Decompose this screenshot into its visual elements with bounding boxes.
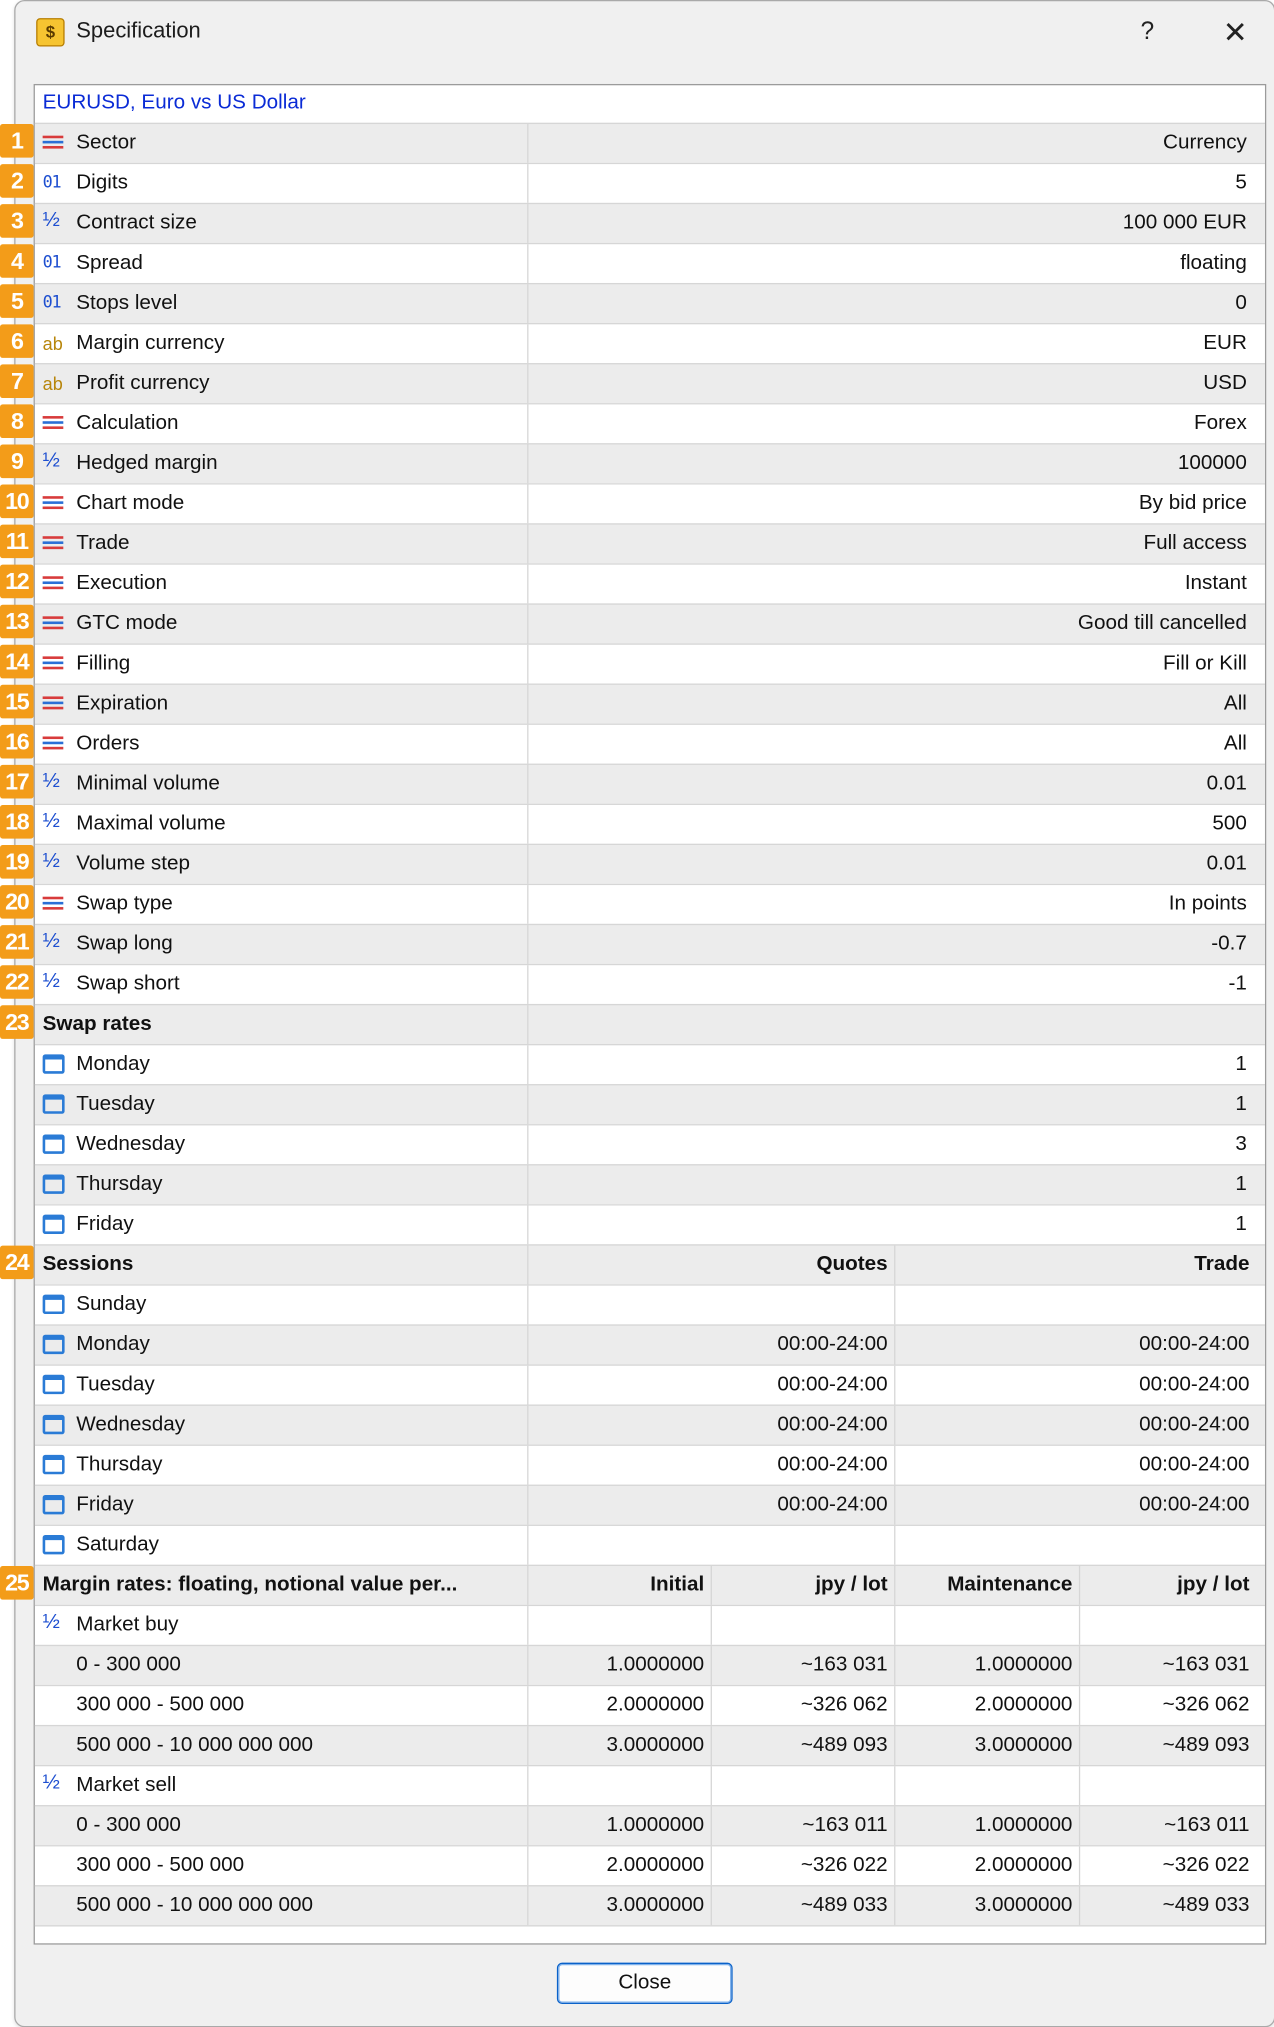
swap-rate-row[interactable]	[35, 1084, 1265, 1124]
margin-tier-row[interactable]	[35, 1885, 1265, 1926]
property-label: Chart mode	[76, 492, 185, 515]
symbol-title: EURUSD, Euro vs US Dollar	[42, 91, 306, 114]
margin-value: 2.0000000	[894, 1846, 1079, 1885]
swap-rate-value: 1	[527, 1165, 1257, 1204]
property-row[interactable]	[35, 163, 1265, 203]
fraction-icon: ½	[42, 1771, 60, 1794]
property-row[interactable]	[35, 884, 1265, 924]
day-label: Thursday	[76, 1173, 163, 1196]
empty-cell	[527, 1766, 710, 1805]
margin-value: 1.0000000	[527, 1806, 710, 1845]
margin-value: 3.0000000	[527, 1726, 710, 1765]
string-icon: ab	[42, 333, 63, 355]
callout-badge: 9	[0, 444, 34, 478]
property-value: Forex	[527, 404, 1257, 443]
swap-rate-value: 1	[527, 1085, 1257, 1124]
callout-badge: 7	[0, 364, 34, 398]
property-row[interactable]	[35, 243, 1265, 283]
property-label: Profit currency	[76, 372, 210, 395]
property-row[interactable]	[35, 323, 1265, 363]
property-label: Spread	[76, 251, 143, 274]
callout-badge: 6	[0, 324, 34, 358]
fraction-icon: ½	[42, 770, 60, 793]
callout-badge: 19	[0, 845, 34, 879]
property-value: All	[527, 685, 1257, 724]
day-label: Monday	[76, 1053, 150, 1076]
margin-value: ~489 033	[1079, 1886, 1257, 1925]
margin-group-row[interactable]	[35, 1765, 1265, 1805]
property-row[interactable]	[35, 403, 1265, 443]
fraction-icon: ½	[42, 970, 60, 993]
fraction-icon: ½	[42, 449, 60, 472]
margin-value: 1.0000000	[527, 1646, 710, 1685]
empty-cell	[1079, 1606, 1257, 1645]
section-heading: Sessions	[42, 1253, 134, 1276]
close-window-button[interactable]: ✕	[1222, 15, 1248, 50]
empty-cell	[527, 1606, 710, 1645]
margin-column-header: jpy / lot	[711, 1566, 894, 1605]
property-label: Margin currency	[76, 332, 225, 355]
property-value: Currency	[527, 124, 1257, 163]
trade-session: 00:00-24:00	[894, 1366, 1257, 1405]
property-value: In points	[527, 885, 1257, 924]
integer-icon: 01	[42, 293, 61, 313]
property-value: 500	[527, 805, 1257, 844]
margin-value: ~326 062	[1079, 1686, 1257, 1725]
quotes-session: 00:00-24:00	[527, 1406, 894, 1445]
property-label: Volume step	[76, 852, 191, 875]
margin-tier-row[interactable]	[35, 1645, 1265, 1685]
property-row[interactable]	[35, 203, 1265, 243]
trade-session	[894, 1526, 1257, 1565]
margin-value: ~326 022	[1079, 1846, 1257, 1885]
section-heading: Swap rates	[42, 1012, 152, 1035]
callout-badge: 10	[0, 485, 34, 519]
close-button[interactable]: Close	[557, 1963, 733, 2004]
property-label: Sector	[76, 131, 136, 154]
swap-rate-row[interactable]	[35, 1204, 1265, 1244]
property-label: Stops level	[76, 292, 178, 314]
day-label: Wednesday	[76, 1133, 186, 1156]
property-value: 0	[527, 284, 1257, 323]
volume-range: 0 - 300 000	[76, 1653, 181, 1676]
callout-badge: 1	[0, 124, 34, 158]
trade-session: 00:00-24:00	[894, 1486, 1257, 1525]
trade-session: 00:00-24:00	[894, 1326, 1257, 1365]
property-row[interactable]	[35, 804, 1265, 844]
callout-badge: 5	[0, 284, 34, 318]
margin-value: 3.0000000	[527, 1886, 710, 1925]
day-label: Tuesday	[76, 1373, 155, 1396]
swap-rate-row[interactable]	[35, 1164, 1265, 1204]
callout-badge: 22	[0, 965, 34, 999]
margin-group-label: Market buy	[76, 1613, 179, 1636]
property-row[interactable]	[35, 964, 1265, 1004]
property-value: Instant	[527, 565, 1257, 604]
property-value: USD	[527, 364, 1257, 403]
quotes-session: 00:00-24:00	[527, 1486, 894, 1525]
swap-rate-value: 1	[527, 1206, 1257, 1245]
swap-rate-value: 1	[527, 1045, 1257, 1084]
property-label: Hedged margin	[76, 452, 218, 475]
property-value: All	[527, 725, 1257, 764]
margin-value: 1.0000000	[894, 1806, 1079, 1845]
margin-tier-row[interactable]	[35, 1725, 1265, 1765]
property-label: Orders	[76, 732, 140, 755]
property-row[interactable]	[35, 924, 1265, 964]
margin-value: ~163 031	[711, 1646, 894, 1685]
day-label: Sunday	[76, 1293, 147, 1316]
margin-group-label: Market sell	[76, 1774, 177, 1797]
margin-value: ~489 093	[711, 1726, 894, 1765]
callout-badge: 4	[0, 244, 34, 278]
margin-value: 2.0000000	[527, 1846, 710, 1885]
margin-tier-row[interactable]	[35, 1805, 1265, 1845]
swap-rate-value: 3	[527, 1125, 1257, 1164]
specification-window	[14, 0, 1274, 2027]
property-row[interactable]	[35, 123, 1265, 163]
quotes-header: Quotes	[527, 1246, 894, 1285]
empty-cell	[711, 1766, 894, 1805]
property-row[interactable]	[35, 684, 1265, 724]
session-row[interactable]	[35, 1525, 1265, 1565]
property-value: EUR	[527, 324, 1257, 363]
callout-badge: 25	[0, 1566, 34, 1600]
empty-cell	[894, 1606, 1079, 1645]
callout-badge: 3	[0, 204, 34, 238]
property-value: Full access	[527, 525, 1257, 564]
property-row[interactable]	[35, 844, 1265, 884]
specification-panel[interactable]	[34, 84, 1267, 1945]
callout-badge: 8	[0, 404, 34, 438]
callout-badge: 14	[0, 645, 34, 679]
margin-value: ~489 093	[1079, 1726, 1257, 1765]
callout-badge: 11	[0, 525, 34, 559]
property-row[interactable]	[35, 443, 1265, 483]
property-label: GTC mode	[76, 612, 178, 635]
property-row[interactable]	[35, 483, 1265, 523]
session-row[interactable]	[35, 1284, 1265, 1324]
fraction-icon: ½	[42, 810, 60, 833]
margin-value: ~163 031	[1079, 1646, 1257, 1685]
callout-badge: 24	[0, 1246, 34, 1280]
day-label: Saturday	[76, 1533, 159, 1556]
property-value: By bid price	[527, 485, 1257, 524]
callout-badge: 13	[0, 605, 34, 639]
quotes-session: 00:00-24:00	[527, 1446, 894, 1485]
trade-session: 00:00-24:00	[894, 1406, 1257, 1445]
quotes-session	[527, 1526, 894, 1565]
property-value: -1	[527, 965, 1257, 1004]
quotes-session: 00:00-24:00	[527, 1366, 894, 1405]
session-row[interactable]	[35, 1364, 1265, 1404]
callout-badge: 23	[0, 1005, 34, 1039]
session-row[interactable]	[35, 1485, 1265, 1525]
callout-badge: 17	[0, 765, 34, 799]
title-bar	[16, 1, 1274, 63]
property-label: Filling	[76, 652, 131, 675]
margin-value: 2.0000000	[527, 1686, 710, 1725]
session-row[interactable]	[35, 1445, 1265, 1485]
margin-rates-header[interactable]	[35, 1565, 1265, 1605]
margin-value: 2.0000000	[894, 1686, 1079, 1725]
margin-value: 3.0000000	[894, 1886, 1079, 1925]
fraction-icon: ½	[42, 1611, 60, 1634]
property-row[interactable]	[35, 523, 1265, 563]
quotes-session	[527, 1286, 894, 1325]
swap-rate-row[interactable]	[35, 1044, 1265, 1084]
dollar-icon: $	[36, 18, 64, 46]
volume-range: 0 - 300 000	[76, 1814, 181, 1837]
empty-cell	[711, 1606, 894, 1645]
callout-badge: 21	[0, 925, 34, 959]
fraction-icon: ½	[42, 209, 60, 232]
day-label: Friday	[76, 1213, 134, 1236]
session-row[interactable]	[35, 1324, 1265, 1364]
specification-grid	[35, 123, 1265, 1927]
property-label: Swap short	[76, 972, 180, 995]
section-heading: Margin rates: floating, notional value per...	[42, 1573, 458, 1596]
volume-range: 500 000 - 10 000 000 000	[76, 1894, 314, 1917]
property-row[interactable]	[35, 563, 1265, 603]
property-label: Swap type	[76, 892, 173, 915]
margin-value: ~163 011	[711, 1806, 894, 1845]
margin-column-header: Maintenance	[894, 1566, 1079, 1605]
day-label: Thursday	[76, 1453, 163, 1476]
margin-value: ~326 022	[711, 1846, 894, 1885]
property-value: -0.7	[527, 925, 1257, 964]
property-row[interactable]	[35, 764, 1265, 804]
property-value: 100000	[527, 444, 1257, 483]
day-label: Monday	[76, 1333, 150, 1356]
property-value: 100 000 EUR	[527, 204, 1257, 243]
callout-badge: 15	[0, 685, 34, 719]
property-label: Maximal volume	[76, 812, 226, 835]
integer-icon: 01	[42, 173, 61, 193]
callout-badge: 12	[0, 565, 34, 599]
property-label: Minimal volume	[76, 772, 220, 795]
trade-session	[894, 1286, 1257, 1325]
margin-group-row[interactable]	[35, 1605, 1265, 1645]
session-row[interactable]	[35, 1405, 1265, 1445]
property-label: Swap long	[76, 932, 173, 955]
swap-rate-row[interactable]	[35, 1124, 1265, 1164]
margin-column-header: Initial	[527, 1566, 710, 1605]
property-label: Expiration	[76, 692, 169, 715]
trade-session: 00:00-24:00	[894, 1446, 1257, 1485]
property-value: 0.01	[527, 845, 1257, 884]
trade-header: Trade	[894, 1246, 1257, 1285]
volume-range: 300 000 - 500 000	[76, 1693, 245, 1716]
property-value: floating	[527, 244, 1257, 283]
margin-value: ~163 011	[1079, 1806, 1257, 1845]
volume-range: 500 000 - 10 000 000 000	[76, 1733, 314, 1756]
property-label: Trade	[76, 532, 130, 555]
empty-cell	[1079, 1766, 1257, 1805]
margin-value: ~489 033	[711, 1886, 894, 1925]
margin-tier-row[interactable]	[35, 1685, 1265, 1725]
margin-column-header: jpy / lot	[1079, 1566, 1257, 1605]
string-icon: ab	[42, 373, 63, 395]
quotes-session: 00:00-24:00	[527, 1326, 894, 1365]
callout-badge: 16	[0, 725, 34, 759]
day-label: Tuesday	[76, 1093, 155, 1116]
day-label: Wednesday	[76, 1413, 186, 1436]
integer-icon: 01	[42, 253, 61, 273]
property-value: 0.01	[527, 765, 1257, 804]
property-value: Good till cancelled	[527, 605, 1257, 644]
property-row[interactable]	[35, 724, 1265, 764]
callout-badge: 20	[0, 885, 34, 919]
volume-range: 300 000 - 500 000	[76, 1854, 245, 1877]
property-label: Contract size	[76, 211, 197, 234]
property-row[interactable]	[35, 283, 1265, 323]
day-label: Friday	[76, 1493, 134, 1516]
margin-tier-row[interactable]	[35, 1845, 1265, 1885]
property-row[interactable]	[35, 603, 1265, 643]
help-button[interactable]: ?	[1140, 18, 1155, 46]
window-title: Specification	[76, 18, 201, 43]
margin-value: 3.0000000	[894, 1726, 1079, 1765]
property-row[interactable]	[35, 643, 1265, 683]
fraction-icon: ½	[42, 930, 60, 953]
property-label: Execution	[76, 572, 168, 595]
swap-rates-header[interactable]	[35, 1004, 1265, 1044]
empty-cell	[894, 1766, 1079, 1805]
margin-value: 1.0000000	[894, 1646, 1079, 1685]
fraction-icon: ½	[42, 850, 60, 873]
property-label: Calculation	[76, 412, 179, 435]
sessions-header[interactable]	[35, 1244, 1265, 1284]
callout-badge: 2	[0, 164, 34, 198]
callout-badge: 18	[0, 805, 34, 839]
property-row[interactable]	[35, 363, 1265, 403]
property-value: Fill or Kill	[527, 645, 1257, 684]
property-label: Digits	[76, 171, 128, 194]
margin-value: ~326 062	[711, 1686, 894, 1725]
empty-cell	[527, 1005, 1257, 1044]
property-value: 5	[527, 164, 1257, 203]
